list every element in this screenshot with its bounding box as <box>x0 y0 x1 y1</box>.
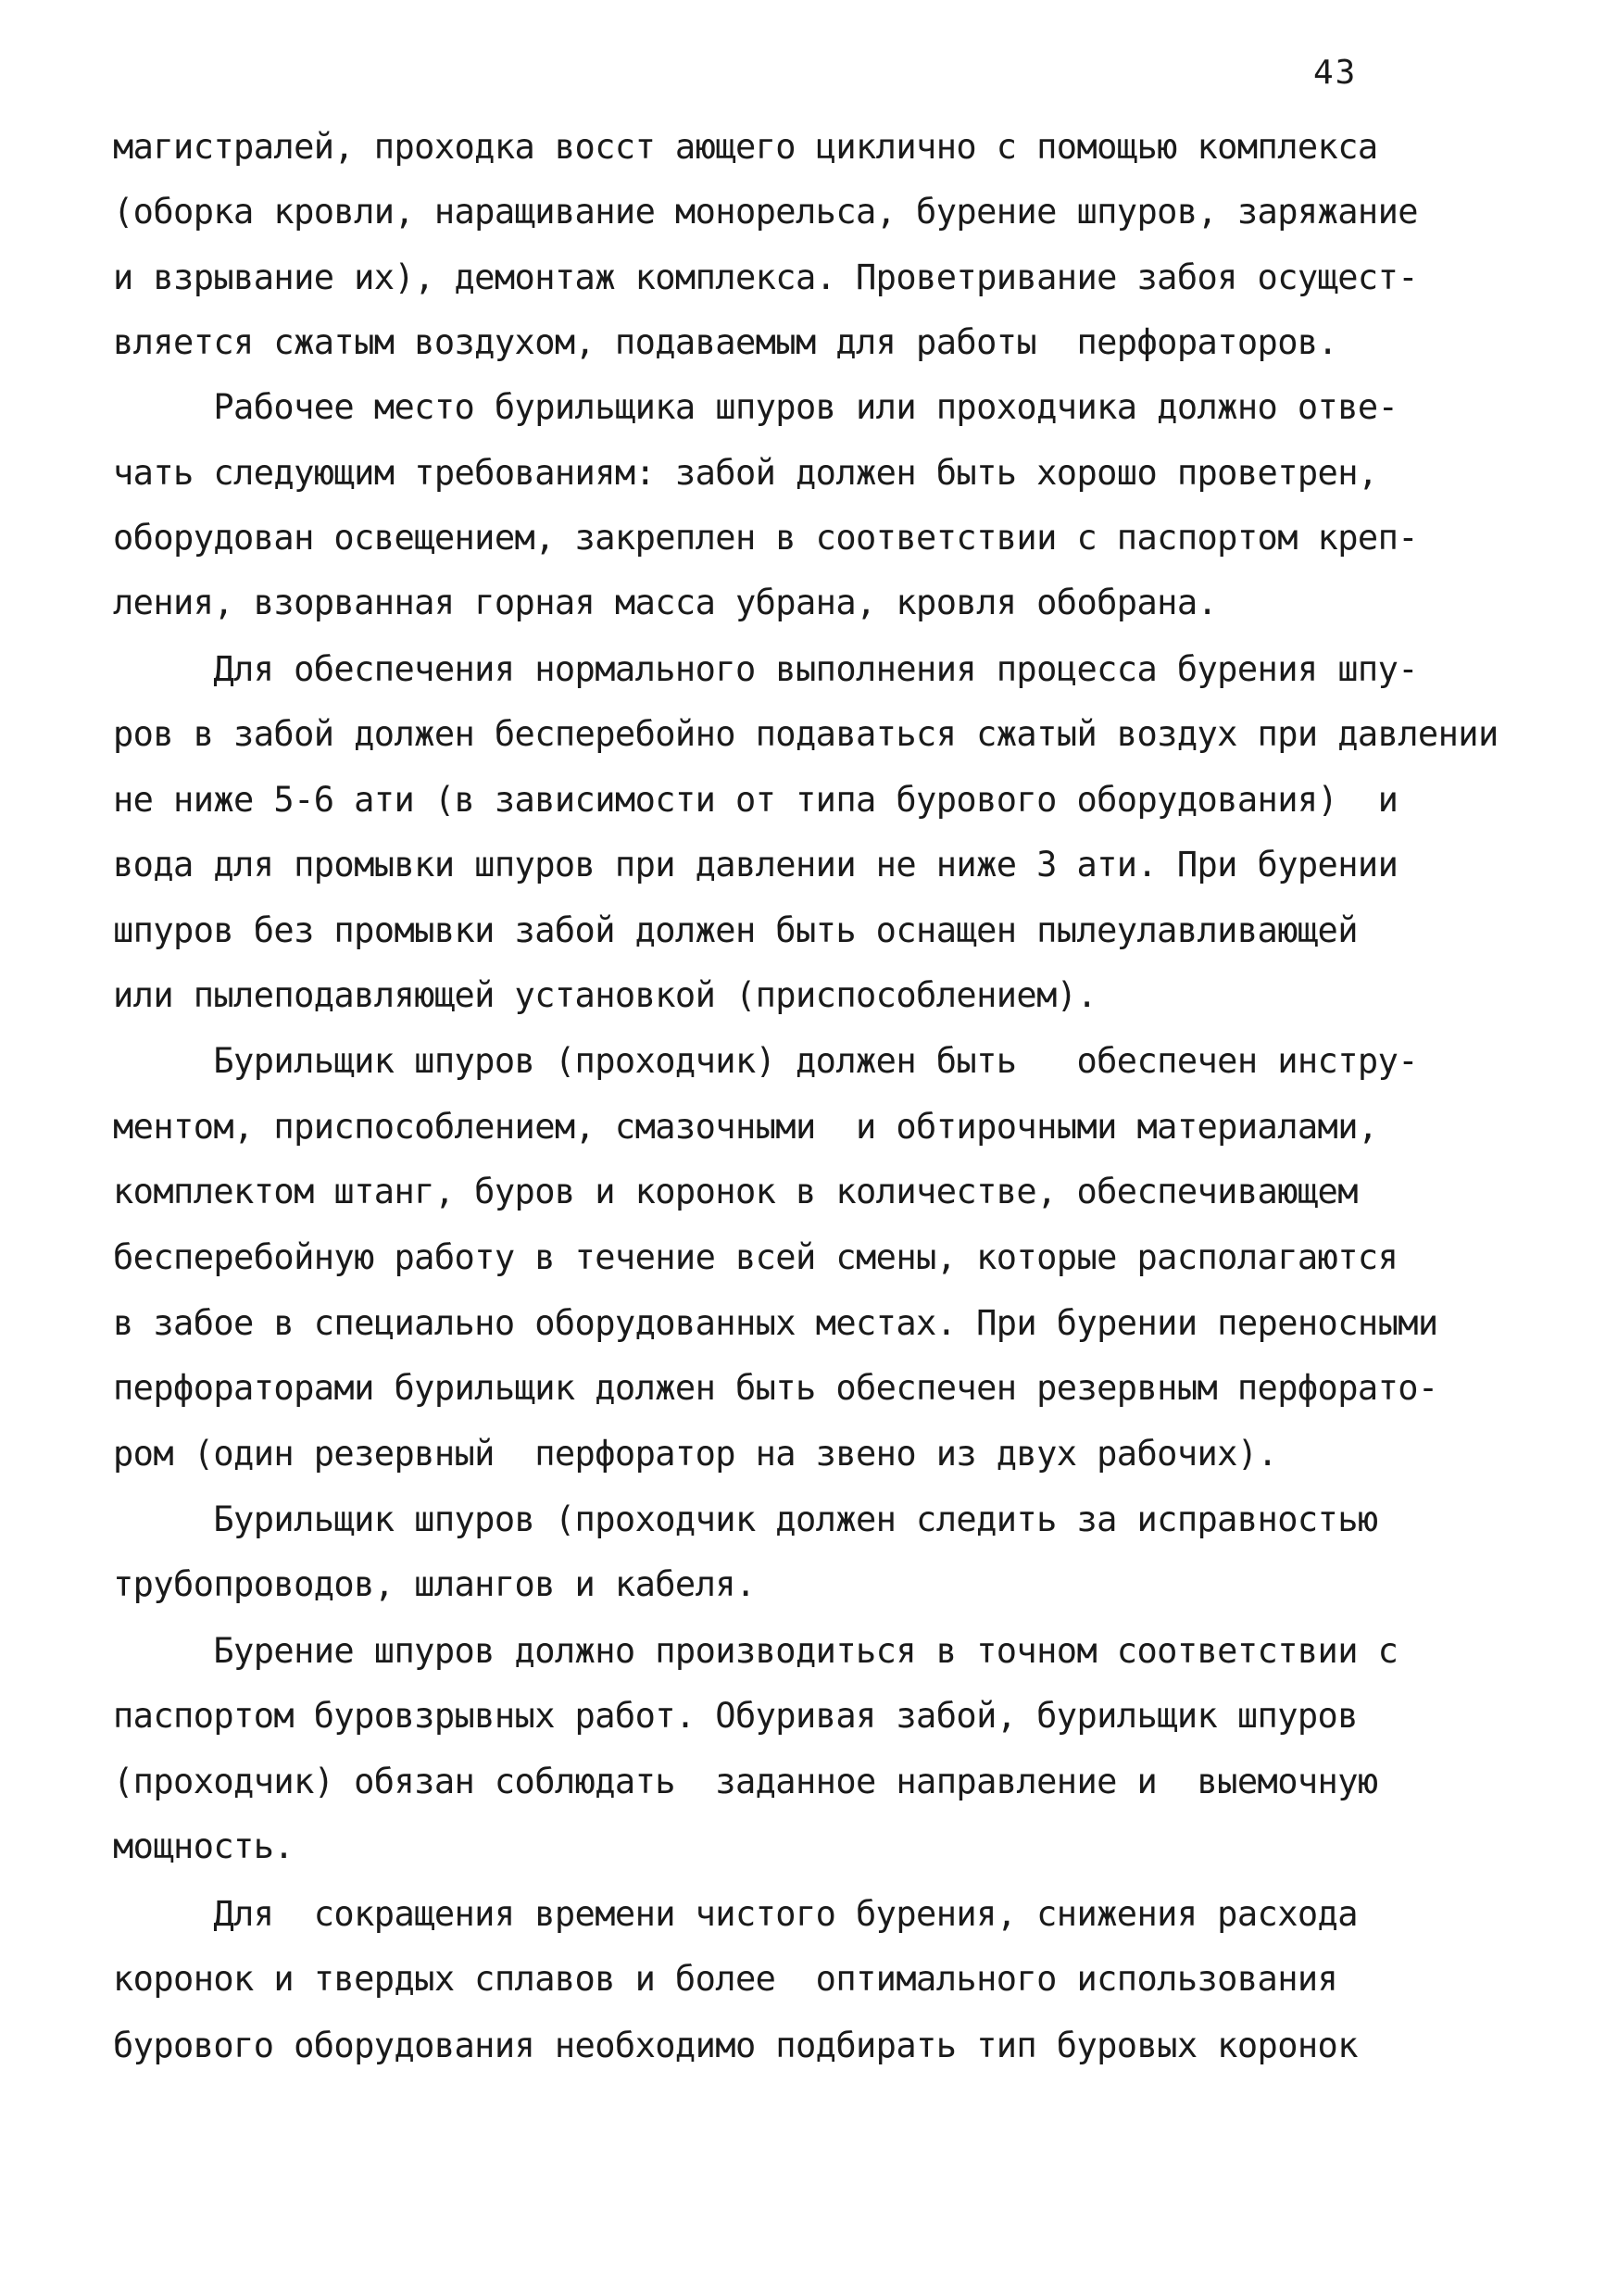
text-line: Для обеспечения нормального выполнения процесса бурения шпу- <box>113 649 1418 689</box>
page-number: 43 <box>1313 54 1358 92</box>
text-line: (оборка кровли, наращивание монорельса, бурение шпуров, заряжание <box>113 192 1418 232</box>
text-line: паспортом буровзрывных работ. Обуривая забой, бурильщик шпуров <box>113 1696 1358 1736</box>
text-line: перфораторами бурильщик должен быть обеспечен резервным перфорато- <box>113 1368 1438 1408</box>
text-line: трубопроводов, шлангов и кабеля. <box>113 1564 756 1604</box>
text-line: оборудован освещением, закреплен в соответствии с паспортом креп- <box>113 518 1418 558</box>
text-line: Бурильщик шпуров (проходчик) должен быть обеспечен инстру- <box>113 1041 1418 1081</box>
text-line: бесперебойную работу в течение всей смены, которые располагаются <box>113 1237 1399 1277</box>
text-line: Бурильщик шпуров (проходчик должен следить за исправностью <box>113 1499 1378 1539</box>
text-line: ления, взорванная горная масса убрана, кровля обобрана. <box>113 583 1218 622</box>
text-line: вляется сжатым воздухом, подаваемым для работы перфораторов. <box>113 322 1338 362</box>
text-line: и взрывание их), демонтаж комплекса. Проветривание забоя осущест- <box>113 257 1418 297</box>
text-line: Бурение шпуров должно производиться в точном соответствии с <box>113 1631 1399 1671</box>
text-line: бурового оборудования необходимо подбирать тип буровых коронок <box>113 2026 1358 2065</box>
text-line: или пылеподавляющей установкой (приспособлением). <box>113 975 1097 1015</box>
text-line: ментом, приспособлением, смазочными и обтирочными материалами, <box>113 1107 1378 1147</box>
text-line: ров в забой должен бесперебойно подаваться сжатый воздух при давлении <box>113 714 1499 754</box>
text-line: вода для промывки шпуров при давлении не ниже 3 ати. При бурении <box>113 845 1399 885</box>
text-line: магистралей, проходка восст ающего циклично с помощью комплекса <box>113 127 1378 167</box>
text-line: Рабочее место бурильщика шпуров или проходчика должно отве- <box>113 387 1399 427</box>
text-line: не ниже 5-6 ати (в зависимости от типа бурового оборудования) и <box>113 780 1399 820</box>
text-line: (проходчик) обязан соблюдать заданное направление и выемочную <box>113 1762 1378 1801</box>
text-line: в забое в специально оборудованных местах. При бурении переносными <box>113 1303 1438 1343</box>
text-line: мощность. <box>113 1826 295 1866</box>
text-line: комплектом штанг, буров и коронок в количестве, обеспечивающем <box>113 1172 1358 1211</box>
text-line: коронок и твердых сплавов и более оптимального использования <box>113 1959 1338 1999</box>
text-line: чать следующим требованиям: забой должен быть хорошо проветрен, <box>113 453 1378 493</box>
text-line: ром (один резервный перфоратор на звено из двух рабочих). <box>113 1434 1278 1474</box>
text-line: Для сокращения времени чистого бурения, снижения расхода <box>113 1894 1358 1934</box>
text-line: шпуров без промывки забой должен быть оснащен пылеулавливающей <box>113 910 1358 950</box>
